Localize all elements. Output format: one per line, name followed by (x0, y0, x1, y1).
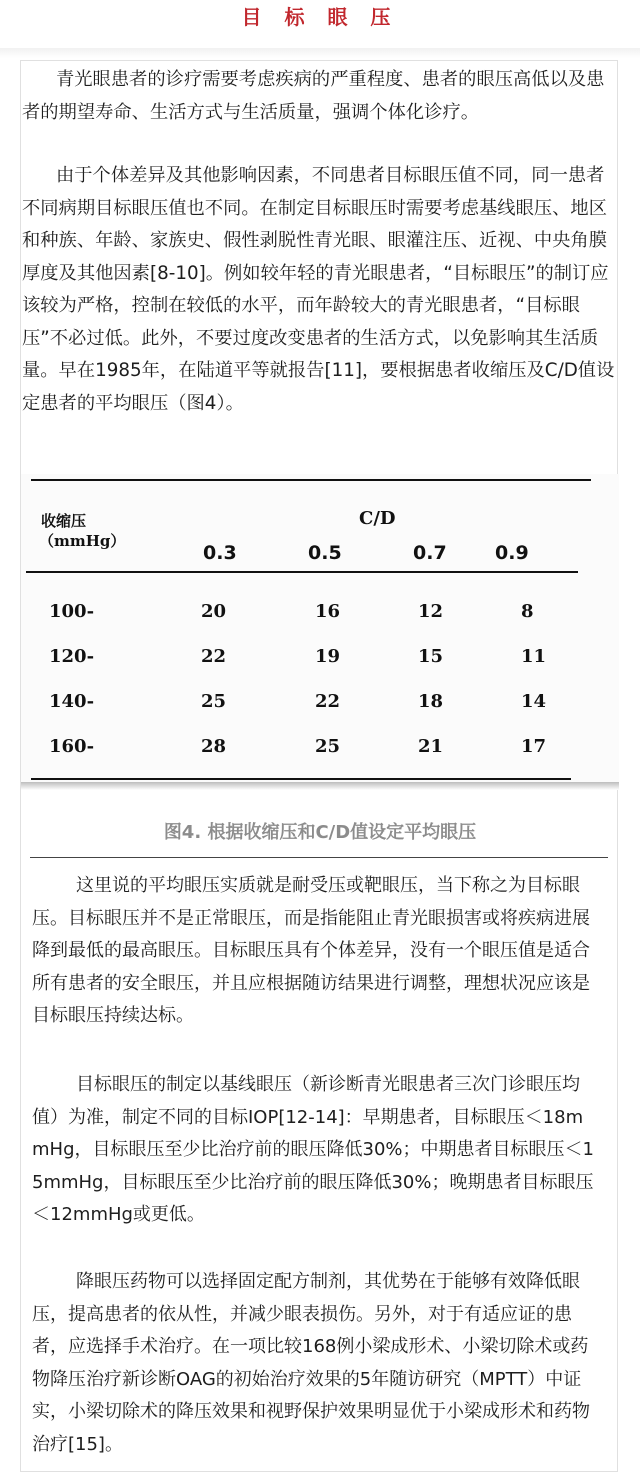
table-cell: 21 (418, 736, 444, 757)
row-label: 120- (49, 646, 95, 667)
col-header: 0.5 (308, 542, 342, 564)
table-cell: 18 (418, 691, 444, 712)
table-cell: 19 (315, 646, 341, 667)
row-header-label: 收缩压 (41, 512, 87, 530)
row-label: 140- (49, 691, 95, 712)
table-top-rule (31, 479, 591, 481)
figure-shadow (21, 782, 619, 790)
table-cell: 15 (418, 646, 444, 667)
row-label: 100- (49, 601, 95, 622)
page-title: 目 标 眼 压 (241, 5, 399, 29)
paragraph-intro: 青光眼患者的诊疗需要考虑疾病的严重程度、患者的眼压高低以及患者的期望寿命、生活方式与生活质量，强调个体化诊疗。 (22, 69, 605, 123)
table-cell: 11 (521, 646, 547, 667)
col-header: 0.3 (203, 542, 237, 564)
table-cell: 25 (315, 736, 341, 757)
paragraph-definition: 这里说的平均眼压实质就是耐受压或靶眼压，当下称之为目标眼压。目标眼压并不是正常眼压，而是指能阻止青光眼损害或将疾病进展降到最低的最高眼压。目标眼压具有个体差异，没有一个眼压值是适合所有患者的安全眼压，并且应根据随访结果进行调整，理想状况应该是目标眼压持续达标。 (32, 875, 590, 1026)
cd-group-header: C/D (359, 508, 396, 529)
table-cell: 20 (201, 601, 227, 622)
table-cell: 16 (315, 601, 341, 622)
row-header-unit: （mmHg） (39, 532, 126, 550)
table-cell: 12 (418, 601, 444, 622)
title-divider (0, 48, 640, 58)
paragraph-factors: 由于个体差异及其他影响因素，不同患者目标眼压值不同，同一患者不同病期目标眼压值也不同。在制定目标眼压时需要考虑基线眼压、地区和种族、年龄、家族史、假性剥脱性青光眼、眼灌注压、近视、中央角膜厚度及其他因素[8-10]。例如较年轻的青光眼患者，“目标眼压”的制订应该较为严格，控制在较低的水平，而年龄较大的青光眼患者，“目标眼压”不必过低。此外，不要过度改变患者的生活方式，以免影响其生活质量。早在1985年，在陆道平等就报告[11]，要根据患者收缩压及C/D值设定患者的平均眼压（图4）。 (22, 165, 615, 414)
table-cell: 14 (521, 691, 547, 712)
figure-caption: 图4. 根据收缩压和C/D值设定平均眼压 (163, 822, 477, 843)
table-cell: 25 (201, 691, 227, 712)
table-cell: 17 (521, 736, 547, 757)
table-cell: 22 (201, 646, 227, 667)
iop-table-figure (21, 474, 619, 784)
table-header-rule (26, 571, 578, 573)
caption-divider (30, 857, 608, 858)
table-cell: 8 (521, 601, 534, 622)
table-bottom-rule (31, 778, 571, 780)
table-cell: 28 (201, 736, 227, 757)
paragraph-targets: 目标眼压的制定以基线眼压（新诊断青光眼患者三次门诊眼压均值）为准，制定不同的目标IOP[12-14]：早期患者，目标眼压＜18mmHg，目标眼压至少比治疗前的眼压降低30%；中期患者目标眼压＜15mmHg，目标眼压至少比治疗前的眼压降低30%；晚期患者目标眼压＜12mmHg或更低。 (32, 1074, 594, 1225)
table-cell: 22 (315, 691, 341, 712)
paragraph-treatment: 降眼压药物可以选择固定配方制剂，其优势在于能够有效降低眼压，提高患者的依从性，并减少眼表损伤。另外，对于有适应证的患者，应选择手术治疗。在一项比较168例小梁成形术、小梁切除术或药物降压治疗新诊断OAG的初始治疗效果的5年随访研究（MPTT）中证实，小梁切除术的降压效果和视野保护效果明显优于小梁成形术和药物治疗[15]。 (32, 1271, 590, 1455)
col-header: 0.9 (495, 542, 529, 564)
row-label: 160- (49, 736, 95, 757)
col-header: 0.7 (413, 542, 447, 564)
